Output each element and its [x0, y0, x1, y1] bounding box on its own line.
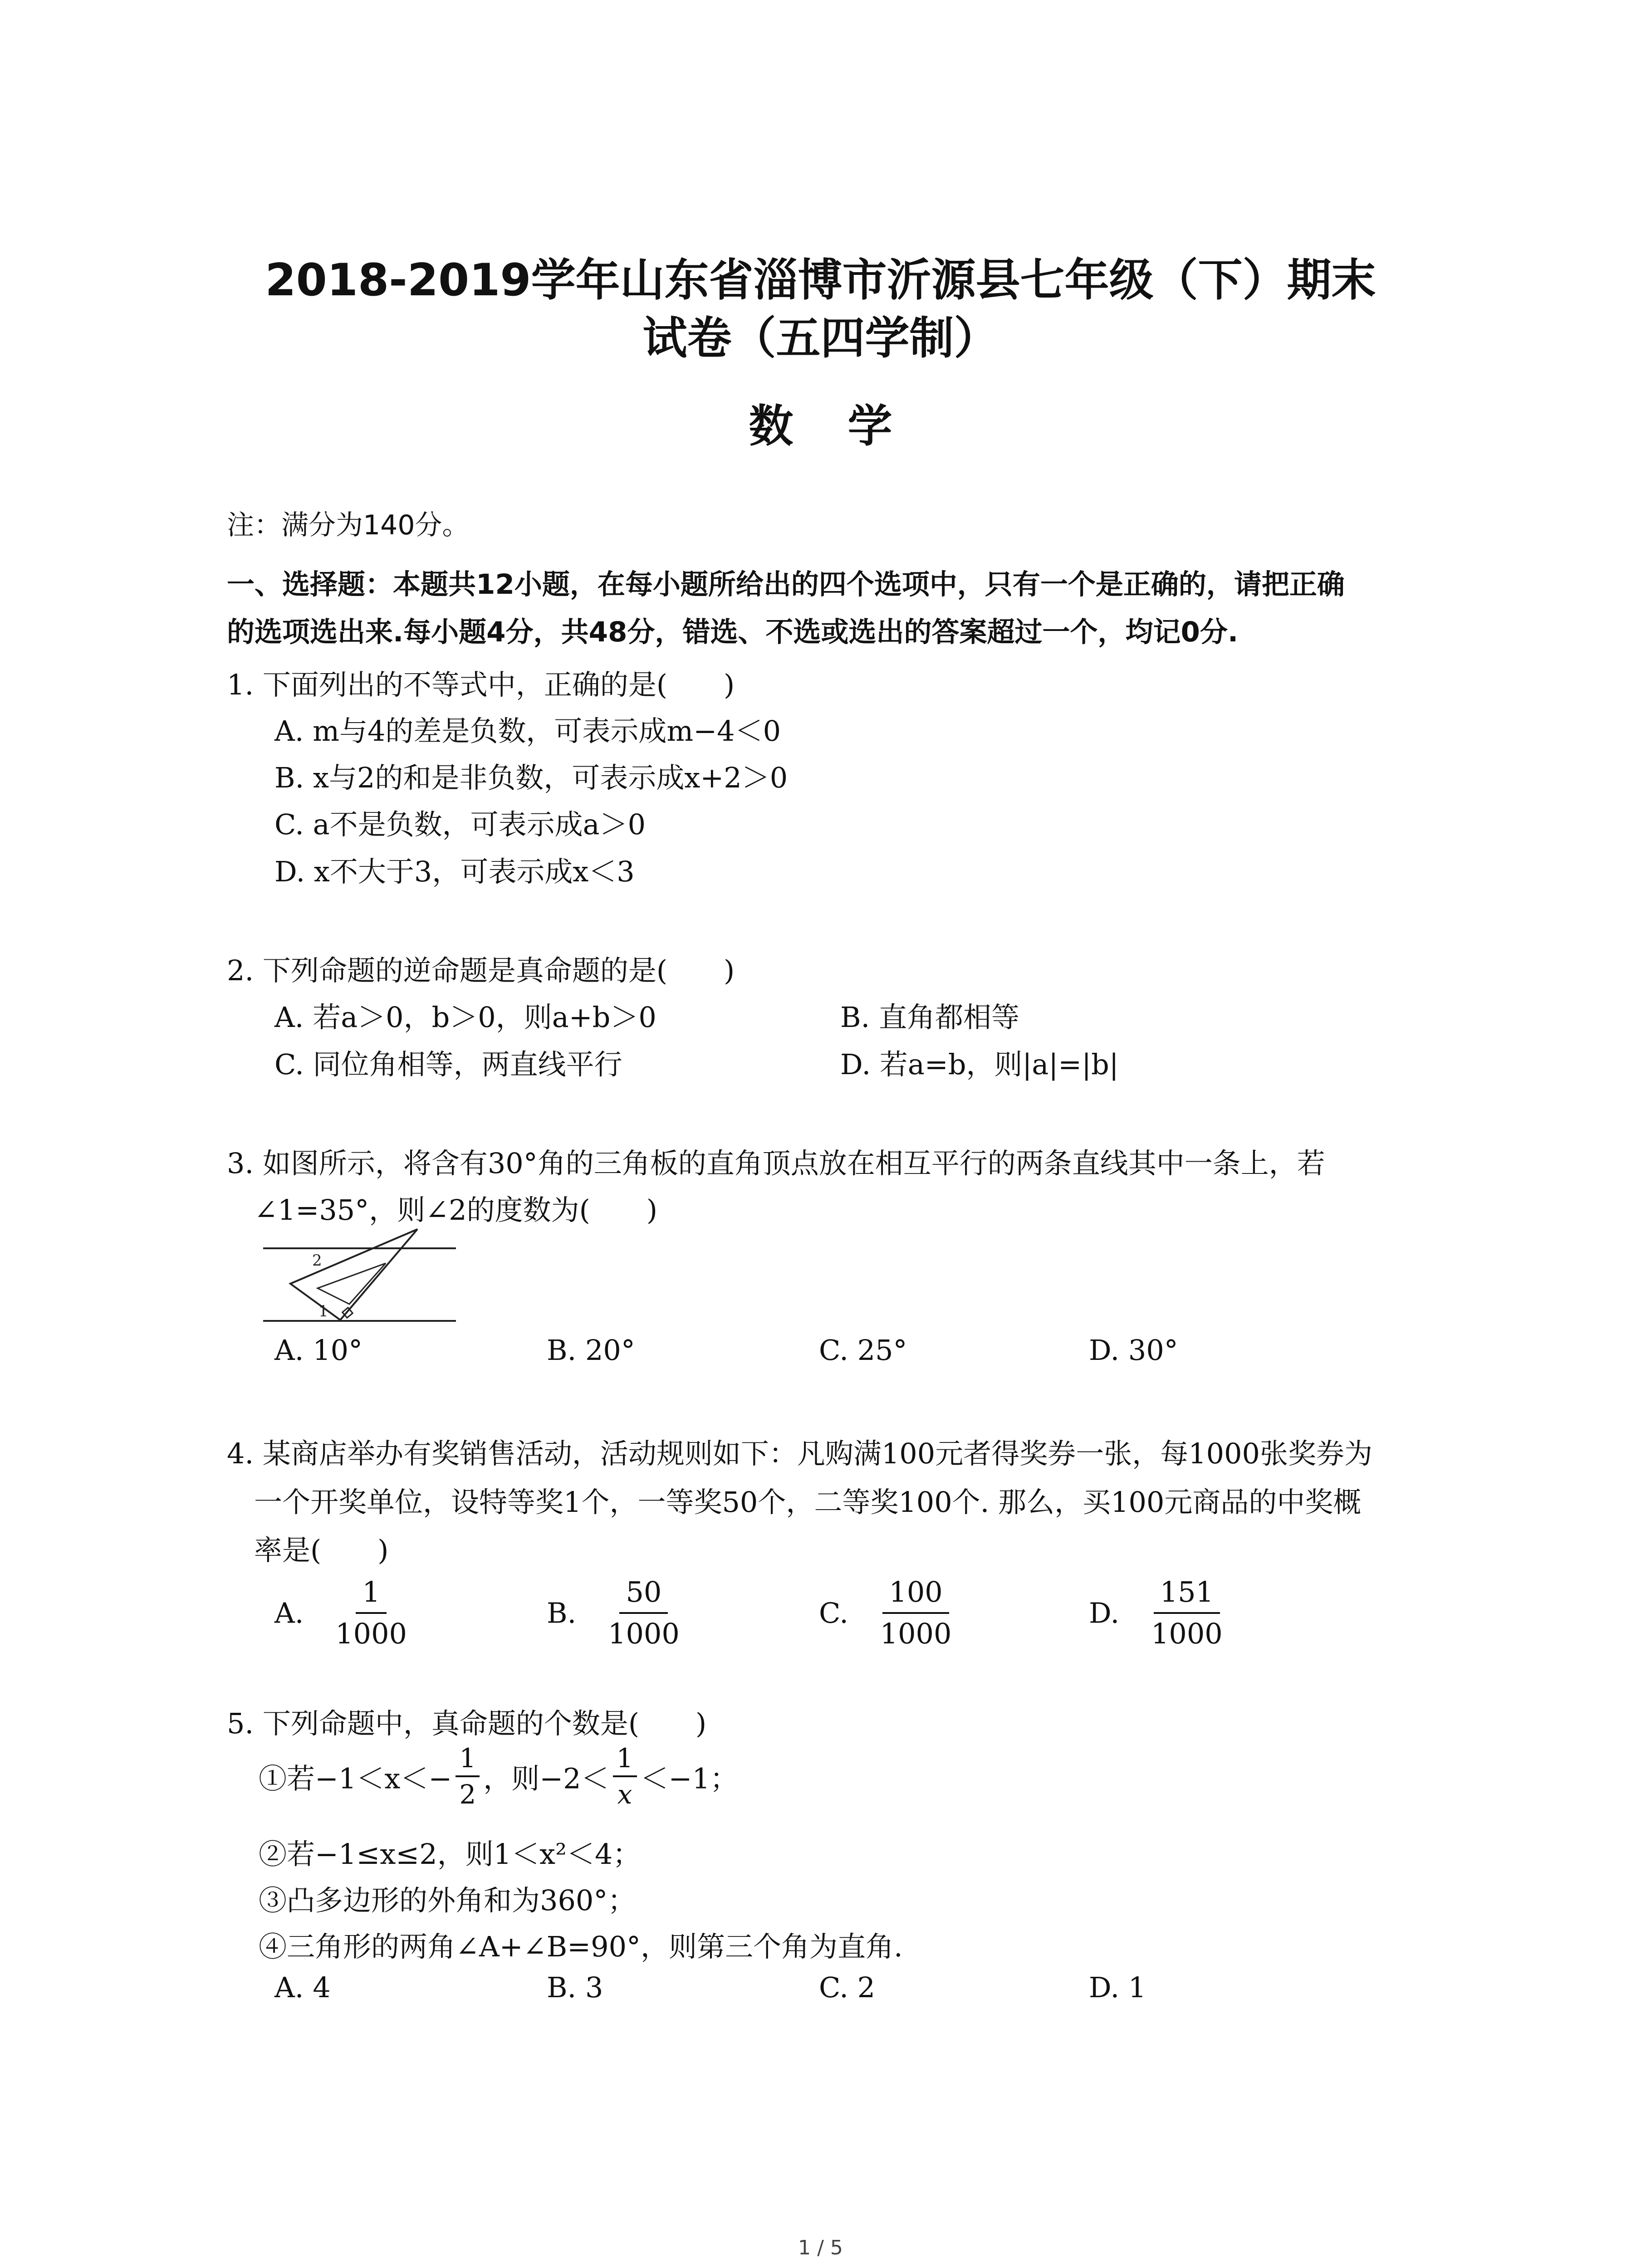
triangle-ruler-inner — [318, 1263, 386, 1304]
q3-stem-line2: ∠1=35°，则∠2的度数为( ) — [254, 1193, 658, 1227]
q4-option-a — [274, 1574, 413, 1652]
subject-title — [0, 399, 1641, 454]
q2-option-a: A. 若a＞0，b＞0，则a+b＞0 — [274, 1001, 656, 1034]
q5-s1-f2-num: 1 — [613, 1742, 637, 1777]
q1-option-b: B. x与2的和是非负数，可表示成x+2＞0 — [274, 761, 788, 794]
score-note: 注：满分为140分。 — [227, 509, 470, 541]
q4-option-b-denominator: 1000 — [608, 1617, 680, 1650]
q4-option-a-denominator: 1000 — [335, 1617, 407, 1650]
q5-option-c: C. 2 — [819, 1971, 876, 2004]
q4-option-d-denominator: 1000 — [1151, 1617, 1223, 1650]
q4-option-a-numerator: 1 — [356, 1574, 386, 1614]
q3-option-c: C. 25° — [819, 1334, 907, 1367]
q4-stem-line2: 一个开奖单位，设特等奖1个，一等奖50个，二等奖100个. 那么，买100元商品的中奖概 — [254, 1486, 1362, 1519]
q5-s1-pre: ①若−1＜x＜− — [259, 1762, 452, 1795]
q3-figure — [263, 1220, 463, 1329]
q4-option-c-numerator: 100 — [882, 1574, 949, 1614]
q5-option-b: B. 3 — [547, 1971, 603, 2004]
q1-option-a: A. m与4的差是负数，可表示成m−4＜0 — [274, 714, 781, 748]
q4-option-d-fraction — [1145, 1574, 1229, 1652]
subject-char-b: 学 — [847, 401, 892, 452]
q4-option-c-fraction — [874, 1574, 958, 1652]
q2-option-b: B. 直角都相等 — [840, 1001, 1019, 1034]
q2-stem: 2. 下列命题的逆命题是真命题的是( ) — [227, 954, 735, 987]
q1-option-d: D. x不大于3，可表示成x＜3 — [274, 855, 635, 888]
section-instructions-line1: 一、选择题：本题共12小题，在每小题所给出的四个选项中，只有一个是正确的，请把正确 — [227, 568, 1345, 601]
q5-s1-fraction-2 — [613, 1742, 637, 1811]
q3-stem-line1: 3. 如图所示，将含有30°角的三角板的直角顶点放在相互平行的两条直线其中一条上，若 — [227, 1147, 1325, 1180]
q2-option-d: D. 若a=b，则|a|=|b| — [840, 1048, 1119, 1081]
q5-statement-2: ②若−1≤x≤2，则1＜x²＜4； — [259, 1838, 641, 1871]
angle-label-2: 2 — [312, 1251, 322, 1270]
q4-option-b-fraction — [602, 1574, 686, 1652]
q4-option-d — [1089, 1574, 1229, 1652]
q4-option-a-label: A. — [274, 1596, 304, 1630]
q5-statement-4: ④三角形的两角∠A+∠B=90°，则第三个角为直角. — [259, 1930, 903, 1963]
q4-option-b — [547, 1574, 686, 1652]
subject-char-a: 数 — [749, 401, 794, 452]
q4-option-b-label: B. — [547, 1596, 577, 1630]
q3-option-d: D. 30° — [1089, 1334, 1178, 1367]
q1-option-c: C. a不是负数，可表示成a＞0 — [274, 808, 646, 841]
q4-option-c-label: C. — [819, 1596, 848, 1630]
page-title-line1: 2018-2019学年山东省淄博市沂源县七年级（下）期末 — [265, 254, 1376, 306]
q4-option-b-numerator: 50 — [619, 1574, 668, 1614]
q5-statement-3: ③凸多边形的外角和为360°； — [259, 1884, 636, 1917]
q4-option-d-numerator: 151 — [1154, 1574, 1220, 1614]
q4-stem-line3: 率是( ) — [254, 1534, 389, 1567]
q3-option-a: A. 10° — [274, 1334, 363, 1367]
q5-stem: 5. 下列命题中，真命题的个数是( ) — [227, 1707, 707, 1740]
page-title-line2: 试卷（五四学制） — [642, 313, 999, 364]
q4-option-c-denominator: 1000 — [880, 1617, 952, 1650]
q5-s1-post: ＜−1； — [640, 1762, 738, 1795]
q4-option-c — [819, 1574, 958, 1652]
angle-label-1: 1 — [318, 1302, 328, 1320]
q5-s1-f1-num: 1 — [456, 1742, 480, 1777]
q4-option-d-label: D. — [1089, 1596, 1120, 1630]
q5-s1-f2-den: x — [617, 1779, 632, 1810]
q5-s1-fraction-1 — [456, 1742, 480, 1811]
q3-option-b: B. 20° — [547, 1334, 635, 1367]
q4-stem-line1: 4. 某商店举办有奖销售活动，活动规则如下：凡购满100元者得奖券一张，每1000张奖券为 — [227, 1437, 1372, 1470]
q4-option-a-fraction — [329, 1574, 413, 1652]
q1-stem: 1. 下面列出的不等式中，正确的是( ) — [227, 668, 735, 701]
section-instructions-line2: 的选项选出来.每小题4分，共48分，错选、不选或选出的答案超过一个，均记0分. — [227, 616, 1239, 648]
q5-option-d: D. 1 — [1089, 1971, 1146, 2004]
q5-s1-mid: ，则−2＜ — [483, 1762, 609, 1795]
page-number: 1 / 5 — [798, 2236, 843, 2259]
q5-s1-f1-den: 2 — [459, 1779, 476, 1810]
q2-option-c: C. 同位角相等，两直线平行 — [274, 1048, 622, 1081]
q5-option-a: A. 4 — [274, 1971, 331, 2004]
q5-statement-1 — [259, 1742, 738, 1811]
